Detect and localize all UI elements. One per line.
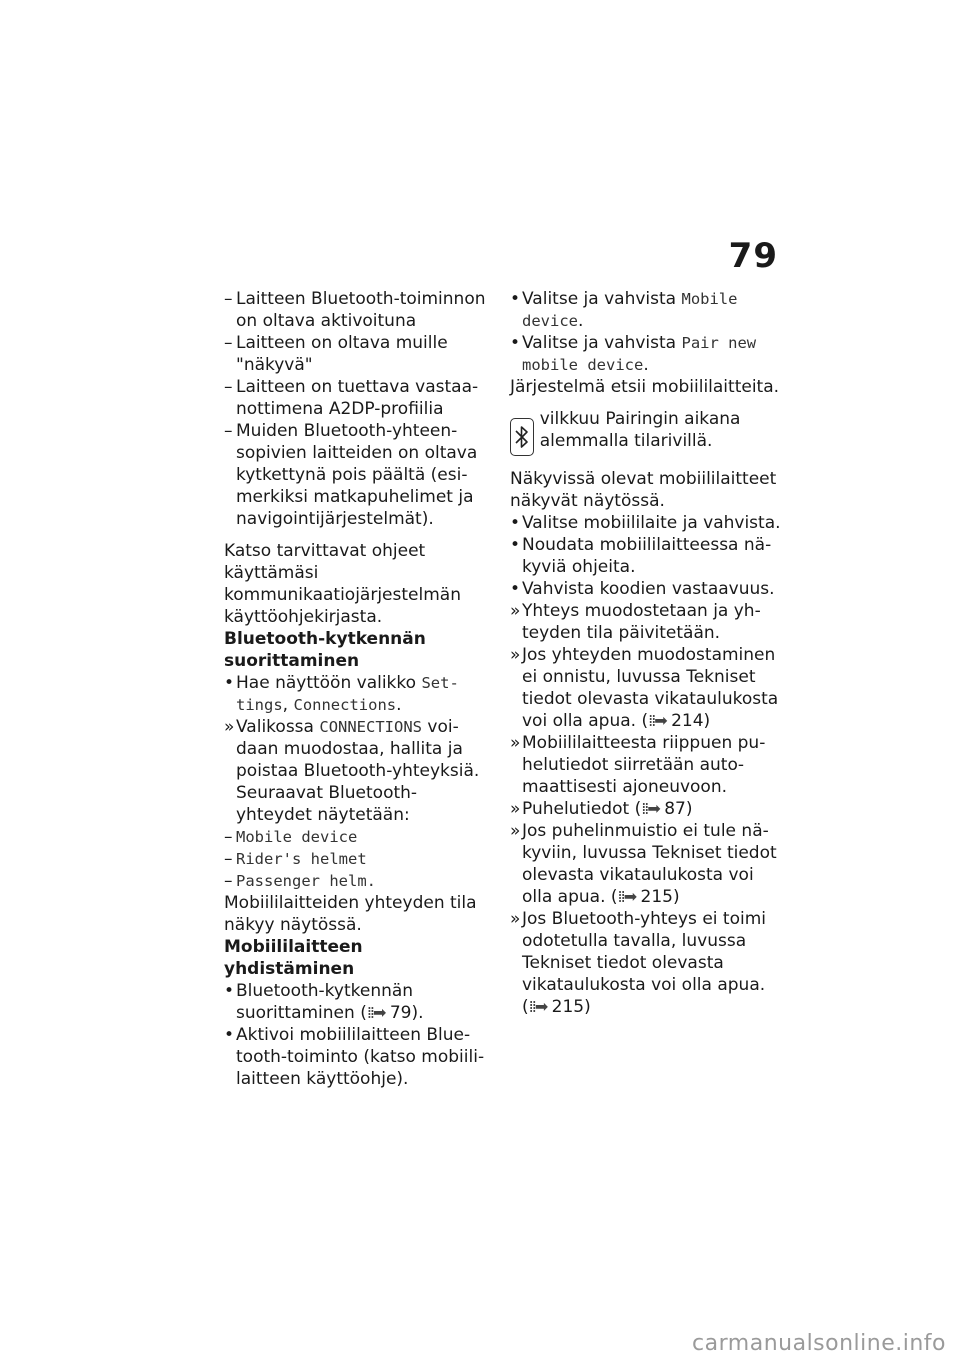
bluetooth-icon (510, 418, 534, 456)
prereq-item: – Laitteen Bluetooth-toiminnon on oltava aktivoituna (224, 289, 486, 331)
prereq-item: – Muiden Bluetooth-yhteensopivien laitteiden on oltava kytkettynä pois päältä (esimerkiksi matkapuhelimet ja navigointijärjestelmät). (224, 421, 478, 529)
right-column (510, 288, 782, 1018)
bullet-marker: • (510, 289, 521, 309)
step-item: • Hae näyttöön valikko Settings, Connections. (224, 673, 459, 715)
result-marker: » (510, 645, 521, 665)
step-item: • Valitse ja vahvista Mobile device. (510, 289, 738, 331)
result-item: » Puhelutiedot (⁞⁞➡ 87) (510, 799, 693, 819)
step-item: • Aktivoi mobiililaitteen Bluetooth-toiminto (katso mobiililaitteen käyttöohje). (224, 1025, 485, 1089)
bluetooth-status-row (510, 408, 782, 456)
dash-marker: – (224, 377, 233, 397)
page-ref-arrow-icon: ⁞⁞➡ (366, 1003, 385, 1022)
menu-code: Pair new mobile device (522, 334, 757, 374)
page-ref[interactable]: 215 (551, 997, 585, 1017)
result-item: » Jos Bluetooth-yhteys ei toimi odotetulla tavalla, luvussa Tekniset tiedot olevasta vikataulukosta voi olla apua. (⁞⁞➡ 215) (510, 909, 766, 1017)
page-ref-arrow-icon: ⁞⁞➡ (617, 887, 636, 906)
result-marker: » (510, 601, 521, 621)
menu-code: CONNECTIONS (319, 718, 423, 736)
bullet-marker: • (510, 333, 521, 353)
dash-marker: – (224, 289, 233, 309)
result-marker: » (224, 717, 235, 737)
page-ref[interactable]: 215 (640, 887, 673, 907)
page-ref-arrow-icon: ⁞⁞➡ (648, 711, 666, 730)
result-item: » Yhteys muodostetaan ja yhteyden tila päivitetään. (510, 601, 761, 643)
prereq-item: – Laitteen on tuettava vastaanottimena A2DP-profiilia (224, 377, 479, 419)
connection-item: – Rider's helmet (224, 849, 367, 869)
menu-code: Mobile device (522, 290, 738, 330)
dash-marker: – (224, 849, 233, 869)
prereq-item: – Laitteen on oltava muille "näkyvä" (224, 333, 448, 375)
step-item: • Valitse ja vahvista Pair new mobile device. (510, 333, 757, 375)
bullet-marker: • (224, 673, 235, 693)
result-item: » Jos yhteyden muodostaminen ei onnistu, luvussa Tekniset tiedot olevasta vikataulukosta voi olla apua. (⁞⁞➡ 214) (510, 645, 779, 731)
dash-marker: – (224, 421, 233, 441)
manual-note: Katso tarvittavat ohjeet käyttämäsi kommunikaatiojärjestelmän käyttöohjekirjasta. (224, 541, 461, 627)
connection-item: – Mobile device (224, 827, 358, 847)
page-ref[interactable]: 79 (389, 1003, 412, 1023)
result-item: » Mobiililaitteesta riippuen puhelutiedot siirretään automaattisesti ajoneuvoon. (510, 733, 766, 797)
left-column (224, 288, 486, 1090)
bullet-marker: • (510, 513, 521, 533)
page-ref-arrow-icon: ⁞⁞➡ (528, 997, 547, 1016)
result-item: » Jos puhelinmuistio ei tule näkyviin, luvussa Tekniset tiedot olevasta vikataulukosta voi olla apua. (⁞⁞➡ 215) (510, 821, 777, 907)
result-item: » Valikossa CONNECTIONS voidaan muodostaa, hallita ja poistaa Bluetooth-yhteyksiä. Seuraavat Bluetooth-yhteydet näytetään: (224, 717, 480, 825)
result-marker: » (510, 909, 521, 929)
page-ref[interactable]: 214 (671, 711, 704, 731)
result-marker: » (510, 821, 521, 841)
watermark-logo[interactable]: carmanualsonline.info (692, 1331, 946, 1356)
bluetooth-glyph (513, 424, 531, 450)
step-item: • Bluetooth-kytkennän suorittaminen (⁞⁞➡ 79). (224, 981, 424, 1023)
result-marker: » (510, 799, 521, 819)
result-marker: » (510, 733, 521, 753)
connection-item: – Passenger helm. (224, 871, 376, 891)
dash-marker: – (224, 827, 233, 847)
section-heading-bluetooth: Bluetooth-kytkennän suorittaminen (224, 629, 426, 671)
bluetooth-icon-text: vilkkuu Pairingin aikana alemmalla tilarivillä. (539, 409, 741, 451)
step-item: • Vahvista koodien vastaavuus. (510, 579, 775, 599)
page-ref-arrow-icon: ⁞⁞➡ (641, 799, 659, 818)
dash-marker: – (224, 333, 233, 353)
menu-code: Settings (236, 674, 459, 714)
visible-devices-note: Näkyvissä olevat mobiililaitteet näkyvät näytössä. (510, 469, 777, 511)
bullet-marker: • (224, 981, 235, 1001)
step-item: • Noudata mobiililaitteessa näkyviä ohjeita. (510, 535, 772, 577)
page-number: 79 (728, 236, 778, 276)
section-heading-mobile: Mobiililaitteen yhdistäminen (224, 937, 363, 979)
dash-marker: – (224, 871, 233, 891)
step-item: • Valitse mobiililaite ja vahvista. (510, 513, 781, 533)
bullet-marker: • (510, 579, 521, 599)
bullet-marker: • (224, 1025, 235, 1045)
status-note: Mobiililaitteiden yhteyden tila näkyy näytössä. (224, 893, 477, 935)
bullet-marker: • (510, 535, 521, 555)
search-note: Järjestelmä etsii mobiililaitteita. (510, 377, 780, 397)
menu-code: Connections (293, 696, 397, 714)
page-ref[interactable]: 87 (664, 799, 686, 819)
